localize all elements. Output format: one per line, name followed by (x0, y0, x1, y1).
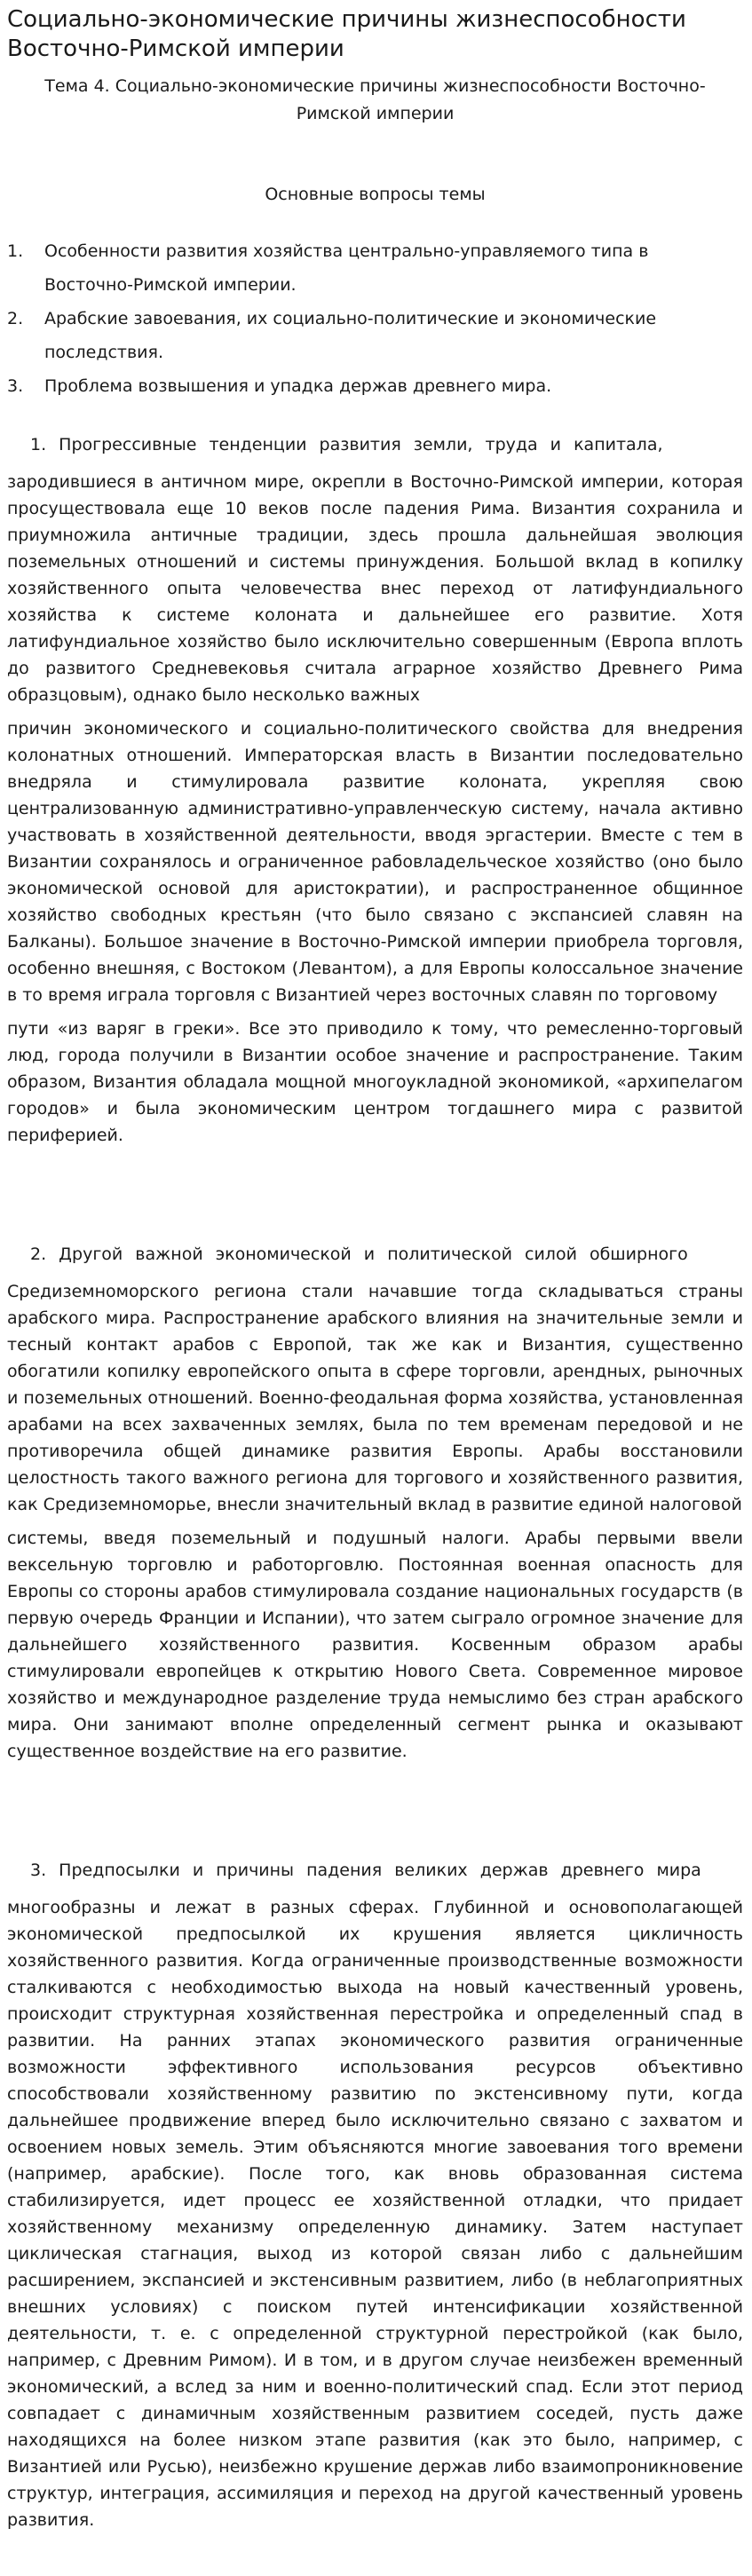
list-item (7, 369, 743, 403)
paragraph: пути «из варяг в греки». Все это приводило к тому, что ремесленно-торговый люд, города получили в Византии особое значение и распространение. Таким образом, Византия обладала мощной многоукладной экономикой, «архипелагом городов» и была экономическим центром тогдашнего мира с развитой периферией. (7, 1019, 743, 1145)
section-heading: 3. Предпосылки и причины падения великих держав древнего мира (30, 1861, 701, 1880)
section-spacer (7, 1772, 743, 1857)
section-3 (7, 1857, 743, 2533)
paragraph: системы, введя поземельный и подушный налоги. Арабы первыми ввели вексельную торговлю и работорговлю. Постоянная военная опасность для Европы со стороны арабов стимулировала создание национальных государств (в первую очередь Франции и Испании), что затем сыграло огромное значение для дальнейшего хозяйственного развития. Косвенным образом арабы стимулировали европейцев к открытию Нового Света. Современное мировое хозяйство и международное разделение труда немыслимо без стран арабского мира. Они занимают вполне определенный сегмент рынка и оказывают существенное воздействие на его развитие. (7, 1529, 743, 1761)
list-item-text: Особенности развития хозяйства центрально-управляемого типа в Восточно-Римской империи. (44, 241, 649, 295)
list-item-text: Арабские завоевания, их социально-политические и экономические последствия. (44, 309, 657, 362)
list-item (7, 302, 743, 369)
paragraph: многообразны и лежат в разных сферах. Глубинной и основополагающей экономической предпосылкой их крушения является цикличность хозяйственного развития. Когда ограниченные производственные возможности сталкиваются с необходимостью выхода на новый качественный уровень, происходит структурная хозяйственная перестройка и определенный спад в развитии. На ранних этапах экономического развития ограниченные возможности эффективного использования ресурсов объективно способствовали хозяйственному развитию по экстенсивному пути, когда дальнейшее продвижение вперед было исключительно связано с захватом и освоением новых земель. Этим объясняются многие завоевания того времени (например, арабские). После того, как вновь образованная система стабилизируется, идет процесс ее хозяйственной отладки, что придает хозяйственному механизму определенную динамику. Затем наступает циклическая стагнация, выход из которой связан либо с дальнейшим расширением, экспансией и экстенсивным развитием, либо (в неблагоприятных внешних условиях) с поиском путей интенсификации хозяйственной деятельности, т. е. с определенной структурной перестройкой (как было, например, с Древним Римом). И в том, и в другом случае неизбежен временный экономический, а вслед за ним и военно-политический спад. Если этот период совпадает с динамичным хозяйственным развитием соседей, пусть даже находящихся на более низком этапе развития (как это было, например, с Византией или Русью), неизбежно крушение держав либо взаимопроникновение структур, интеграция, ассимиляция и переход на другой качественный уровень развития. (7, 1898, 743, 2530)
questions-heading: Основные вопросы темы (265, 185, 486, 204)
list-item-number: 1. (7, 241, 24, 261)
paragraph: причин экономического и социально-политического свойства для внедрения колонатных отношений. Императорская власть в Византии последовательно внедряла и стимулировала развитие колоната, укрепляя свою централизованную административно-управленческую систему, начала активно участвовать в хозяйственной деятельности, вводя эргастерии. Вместе с тем в Византии сохранялось и ограниченное рабовладельческое хозяйство (оно было экономической основой для аристократии), и распространенное общинное хозяйство свободных крестьян (что было связано с экспансией славян на Балканы). Большое значение в Восточно-Римской империи приобрела торговля, особенно внешняя, с Востоком (Левантом), а для Европы колоссальное значение в то время играла торговля с Византией через восточных славян по торговому (7, 719, 743, 1005)
document-title: Социально-экономические причины жизнеспособности Восточно-Римской империи (7, 6, 686, 62)
section-spacer (7, 1156, 743, 1241)
list-item (7, 234, 743, 302)
section-1 (7, 431, 743, 1149)
questions-list (7, 234, 743, 403)
section-heading: 1. Прогрессивные тенденции развития земли, труда и капитала, (30, 435, 663, 454)
paragraph: зародившиеся в античном мире, окрепли в Восточно-Римской империи, которая просуществовала еще 10 веков после падения Рима. Византия сохранила и приумножила античные традиции, здесь прошла дальнейшая эволюция поземельных отношений и системы принуждения. Большой вклад в копилку хозяйственного опыта человечества внес переход от латифундиального хозяйства к системе колоната и дальнейшее его развитие. Хотя латифундиальное хозяйство было исключительно совершенным (Европа вплоть до развитого Средневековья считала аграрное хозяйство Древнего Рима образцовым), однако было несколько важных (7, 472, 743, 705)
section-heading: 2. Другой важной экономической и политической силой обширного (30, 1245, 688, 1264)
list-item-number: 2. (7, 309, 24, 328)
topic-title: Тема 4. Социально-экономические причины жизнеспособности Восточно-Римской империи (44, 76, 706, 123)
list-item-text: Проблема возвышения и упадка держав древнего мира. (44, 376, 552, 396)
list-item-number: 3. (7, 376, 24, 396)
paragraph: Средиземноморского региона стали начавшие тогда складываться страны арабского мира. Распространение арабского влияния на значительные земли и тесный контакт арабов с Европой, так же как и Византия, существенно обогатили копилку европейского опыта в сфере торговли, арендных, рыночных и поземельных отношений. Военно-феодальная форма хозяйства, установленная арабами на всех захваченных землях, была по тем временам передовой и не противоречила общей динамике развития Европы. Арабы восстановили целостность такого важного региона для торгового и хозяйственного развития, как Средиземноморье, внесли значительный вклад в развитие единой налоговой (7, 1282, 743, 1514)
section-2 (7, 1241, 743, 1765)
